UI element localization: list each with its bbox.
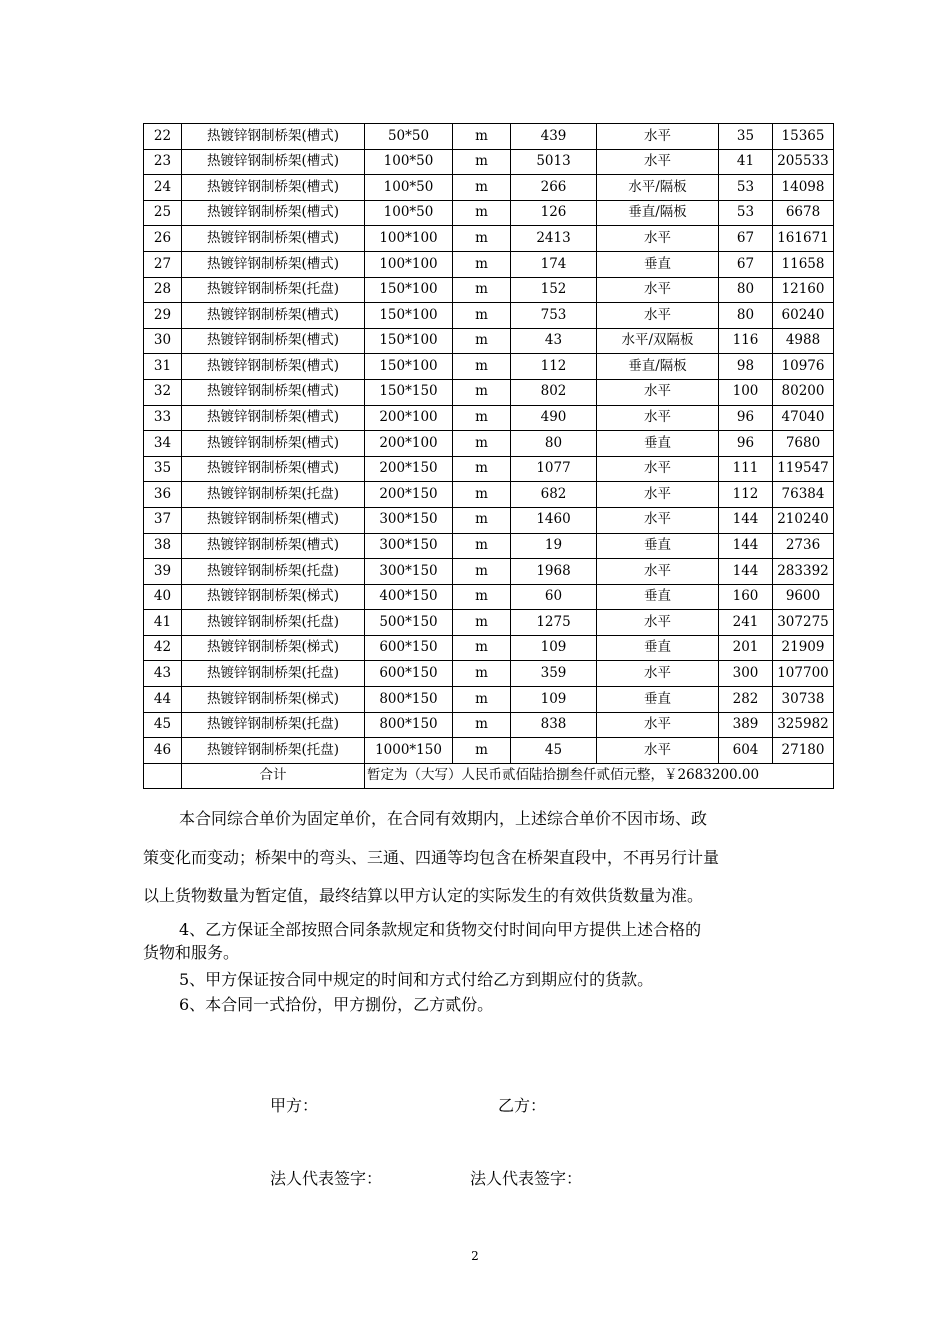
row-number-cell: 23 bbox=[144, 149, 182, 175]
spec-cell: 300*150 bbox=[365, 559, 453, 585]
amount-cell: 30738 bbox=[773, 687, 834, 713]
spec-cell: 1000*150 bbox=[365, 738, 453, 764]
unit-cell: m bbox=[453, 610, 511, 636]
unit-cell: m bbox=[453, 559, 511, 585]
row-number-cell: 22 bbox=[144, 124, 182, 150]
install-type-cell: 水平 bbox=[597, 277, 719, 303]
quantity-cell: 1275 bbox=[511, 610, 597, 636]
amount-cell: 10976 bbox=[773, 354, 834, 380]
party-a-label: 甲方： bbox=[270, 1096, 319, 1115]
row-number-cell: 45 bbox=[144, 712, 182, 738]
table-row bbox=[144, 226, 834, 252]
install-type-cell: 垂直 bbox=[597, 251, 719, 277]
quantity-cell: 126 bbox=[511, 200, 597, 226]
amount-cell: 107700 bbox=[773, 661, 834, 687]
install-type-cell: 垂直 bbox=[597, 431, 719, 457]
quantity-cell: 802 bbox=[511, 379, 597, 405]
table-row bbox=[144, 303, 834, 329]
product-name-cell: 热镀锌钢制桥架(槽式) bbox=[182, 303, 365, 329]
clause-4-line1: 4、乙方保证全部按照合同条款规定和货物交付时间向甲方提供上述合格的 bbox=[179, 920, 702, 939]
quantity-cell: 60 bbox=[511, 584, 597, 610]
total-row bbox=[144, 763, 834, 789]
unit-cell: m bbox=[453, 328, 511, 354]
product-name-cell: 热镀锌钢制桥架(槽式) bbox=[182, 456, 365, 482]
row-number-cell: 26 bbox=[144, 226, 182, 252]
unit-cell: m bbox=[453, 354, 511, 380]
quantity-cell: 112 bbox=[511, 354, 597, 380]
spec-cell: 300*150 bbox=[365, 533, 453, 559]
amount-cell: 2736 bbox=[773, 533, 834, 559]
install-type-cell: 垂直/隔板 bbox=[597, 354, 719, 380]
total-amount-cell: 暂定为（大写）人民币贰佰陆拾捌叁仟贰佰元整，￥2683200.00 bbox=[365, 763, 834, 789]
unit-price-cell: 604 bbox=[719, 738, 773, 764]
table-row bbox=[144, 277, 834, 303]
table-row bbox=[144, 456, 834, 482]
install-type-cell: 垂直 bbox=[597, 533, 719, 559]
amount-cell: 27180 bbox=[773, 738, 834, 764]
product-name-cell: 热镀锌钢制桥架(梯式) bbox=[182, 635, 365, 661]
install-type-cell: 水平 bbox=[597, 303, 719, 329]
unit-cell: m bbox=[453, 738, 511, 764]
row-number-cell: 32 bbox=[144, 379, 182, 405]
product-name-cell: 热镀锌钢制桥架(槽式) bbox=[182, 124, 365, 150]
row-number-cell: 35 bbox=[144, 456, 182, 482]
install-type-cell: 水平 bbox=[597, 149, 719, 175]
spec-cell: 500*150 bbox=[365, 610, 453, 636]
clause-4-line2: 货物和服务。 bbox=[143, 943, 240, 962]
quantity-cell: 152 bbox=[511, 277, 597, 303]
unit-cell: m bbox=[453, 533, 511, 559]
unit-price-cell: 282 bbox=[719, 687, 773, 713]
unit-price-cell: 144 bbox=[719, 559, 773, 585]
amount-cell: 210240 bbox=[773, 507, 834, 533]
unit-price-cell: 80 bbox=[719, 303, 773, 329]
row-number-cell: 25 bbox=[144, 200, 182, 226]
product-name-cell: 热镀锌钢制桥架(槽式) bbox=[182, 431, 365, 457]
quantity-cell: 439 bbox=[511, 124, 597, 150]
spec-cell: 50*50 bbox=[365, 124, 453, 150]
row-number-cell: 31 bbox=[144, 354, 182, 380]
unit-cell: m bbox=[453, 431, 511, 457]
table-row bbox=[144, 328, 834, 354]
quantity-cell: 174 bbox=[511, 251, 597, 277]
table-row bbox=[144, 405, 834, 431]
table-row bbox=[144, 200, 834, 226]
quantity-cell: 19 bbox=[511, 533, 597, 559]
quantity-cell: 43 bbox=[511, 328, 597, 354]
install-type-cell: 水平/隔板 bbox=[597, 175, 719, 201]
row-number-cell: 37 bbox=[144, 507, 182, 533]
product-name-cell: 热镀锌钢制桥架(槽式) bbox=[182, 354, 365, 380]
total-label-cell: 合计 bbox=[182, 763, 365, 789]
unit-cell: m bbox=[453, 200, 511, 226]
quantity-cell: 1968 bbox=[511, 559, 597, 585]
quantity-cell: 5013 bbox=[511, 149, 597, 175]
row-number-cell: 46 bbox=[144, 738, 182, 764]
unit-price-cell: 389 bbox=[719, 712, 773, 738]
install-type-cell: 垂直/隔板 bbox=[597, 200, 719, 226]
quantity-cell: 682 bbox=[511, 482, 597, 508]
table-row bbox=[144, 251, 834, 277]
table-row bbox=[144, 379, 834, 405]
install-type-cell: 水平/双隔板 bbox=[597, 328, 719, 354]
table-row bbox=[144, 687, 834, 713]
product-name-cell: 热镀锌钢制桥架(托盘) bbox=[182, 661, 365, 687]
row-number-cell: 30 bbox=[144, 328, 182, 354]
product-name-cell: 热镀锌钢制桥架(槽式) bbox=[182, 200, 365, 226]
product-name-cell: 热镀锌钢制桥架(梯式) bbox=[182, 584, 365, 610]
unit-price-cell: 144 bbox=[719, 507, 773, 533]
unit-price-cell: 144 bbox=[719, 533, 773, 559]
paragraph-fixed-price-line3: 以上货物数量为暂定值，最终结算以甲方认定的实际发生的有效供货数量为准。 bbox=[143, 886, 704, 905]
install-type-cell: 水平 bbox=[597, 456, 719, 482]
product-name-cell: 热镀锌钢制桥架(槽式) bbox=[182, 251, 365, 277]
product-name-cell: 热镀锌钢制桥架(托盘) bbox=[182, 277, 365, 303]
row-number-cell: 42 bbox=[144, 635, 182, 661]
install-type-cell: 水平 bbox=[597, 661, 719, 687]
row-number-cell: 43 bbox=[144, 661, 182, 687]
spec-cell: 200*100 bbox=[365, 405, 453, 431]
amount-cell: 21909 bbox=[773, 635, 834, 661]
amount-cell: 47040 bbox=[773, 405, 834, 431]
table-row bbox=[144, 124, 834, 150]
unit-price-cell: 160 bbox=[719, 584, 773, 610]
unit-price-cell: 201 bbox=[719, 635, 773, 661]
row-number-cell: 40 bbox=[144, 584, 182, 610]
spec-cell: 150*100 bbox=[365, 328, 453, 354]
row-number-cell: 27 bbox=[144, 251, 182, 277]
amount-cell: 119547 bbox=[773, 456, 834, 482]
unit-price-cell: 53 bbox=[719, 200, 773, 226]
install-type-cell: 垂直 bbox=[597, 584, 719, 610]
amount-cell: 80200 bbox=[773, 379, 834, 405]
table-row bbox=[144, 149, 834, 175]
unit-cell: m bbox=[453, 712, 511, 738]
row-number-cell: 41 bbox=[144, 610, 182, 636]
product-name-cell: 热镀锌钢制桥架(槽式) bbox=[182, 226, 365, 252]
quantity-cell: 45 bbox=[511, 738, 597, 764]
spec-cell: 200*150 bbox=[365, 456, 453, 482]
spec-cell: 100*50 bbox=[365, 200, 453, 226]
amount-cell: 4988 bbox=[773, 328, 834, 354]
unit-cell: m bbox=[453, 482, 511, 508]
product-name-cell: 热镀锌钢制桥架(托盘) bbox=[182, 482, 365, 508]
party-b-representative-label: 法人代表签字： bbox=[470, 1169, 583, 1188]
spec-cell: 100*50 bbox=[365, 175, 453, 201]
product-name-cell: 热镀锌钢制桥架(托盘) bbox=[182, 712, 365, 738]
quantity-cell: 109 bbox=[511, 687, 597, 713]
install-type-cell: 水平 bbox=[597, 379, 719, 405]
amount-cell: 14098 bbox=[773, 175, 834, 201]
spec-cell: 200*150 bbox=[365, 482, 453, 508]
unit-price-cell: 67 bbox=[719, 226, 773, 252]
product-name-cell: 热镀锌钢制桥架(槽式) bbox=[182, 149, 365, 175]
unit-cell: m bbox=[453, 635, 511, 661]
install-type-cell: 水平 bbox=[597, 712, 719, 738]
amount-cell: 76384 bbox=[773, 482, 834, 508]
quantity-cell: 359 bbox=[511, 661, 597, 687]
product-name-cell: 热镀锌钢制桥架(槽式) bbox=[182, 507, 365, 533]
product-name-cell: 热镀锌钢制桥架(槽式) bbox=[182, 175, 365, 201]
row-number-cell: 44 bbox=[144, 687, 182, 713]
table-row bbox=[144, 431, 834, 457]
unit-cell: m bbox=[453, 226, 511, 252]
amount-cell: 283392 bbox=[773, 559, 834, 585]
unit-price-cell: 116 bbox=[719, 328, 773, 354]
product-name-cell: 热镀锌钢制桥架(托盘) bbox=[182, 559, 365, 585]
unit-cell: m bbox=[453, 687, 511, 713]
clause-5: 5、甲方保证按合同中规定的时间和方式付给乙方到期应付的货款。 bbox=[179, 970, 654, 989]
quantity-cell: 1077 bbox=[511, 456, 597, 482]
install-type-cell: 水平 bbox=[597, 610, 719, 636]
table-row bbox=[144, 712, 834, 738]
install-type-cell: 垂直 bbox=[597, 687, 719, 713]
row-number-cell: 29 bbox=[144, 303, 182, 329]
row-number-cell: 34 bbox=[144, 431, 182, 457]
install-type-cell: 垂直 bbox=[597, 635, 719, 661]
total-blank-cell bbox=[144, 763, 182, 789]
row-number-cell: 33 bbox=[144, 405, 182, 431]
product-name-cell: 热镀锌钢制桥架(槽式) bbox=[182, 533, 365, 559]
table-row bbox=[144, 559, 834, 585]
unit-cell: m bbox=[453, 277, 511, 303]
unit-price-cell: 111 bbox=[719, 456, 773, 482]
table-row bbox=[144, 610, 834, 636]
page-number: 2 bbox=[471, 1249, 479, 1263]
quantity-cell: 753 bbox=[511, 303, 597, 329]
unit-cell: m bbox=[453, 149, 511, 175]
unit-price-cell: 96 bbox=[719, 405, 773, 431]
unit-cell: m bbox=[453, 303, 511, 329]
amount-cell: 6678 bbox=[773, 200, 834, 226]
table-row bbox=[144, 354, 834, 380]
unit-price-cell: 41 bbox=[719, 149, 773, 175]
unit-cell: m bbox=[453, 124, 511, 150]
spec-cell: 100*100 bbox=[365, 251, 453, 277]
party-b-label: 乙方： bbox=[498, 1096, 547, 1115]
spec-cell: 200*100 bbox=[365, 431, 453, 457]
row-number-cell: 24 bbox=[144, 175, 182, 201]
unit-price-cell: 96 bbox=[719, 431, 773, 457]
install-type-cell: 水平 bbox=[597, 124, 719, 150]
unit-price-cell: 112 bbox=[719, 482, 773, 508]
spec-cell: 100*100 bbox=[365, 226, 453, 252]
table-row bbox=[144, 635, 834, 661]
row-number-cell: 39 bbox=[144, 559, 182, 585]
quantity-cell: 838 bbox=[511, 712, 597, 738]
spec-cell: 150*150 bbox=[365, 379, 453, 405]
unit-cell: m bbox=[453, 456, 511, 482]
table-row bbox=[144, 661, 834, 687]
spec-cell: 400*150 bbox=[365, 584, 453, 610]
party-a-representative-label: 法人代表签字： bbox=[270, 1169, 383, 1188]
unit-price-cell: 98 bbox=[719, 354, 773, 380]
unit-price-cell: 67 bbox=[719, 251, 773, 277]
quantity-cell: 1460 bbox=[511, 507, 597, 533]
amount-cell: 325982 bbox=[773, 712, 834, 738]
spec-cell: 150*100 bbox=[365, 354, 453, 380]
spec-cell: 100*50 bbox=[365, 149, 453, 175]
spec-cell: 800*150 bbox=[365, 712, 453, 738]
amount-cell: 7680 bbox=[773, 431, 834, 457]
amount-cell: 161671 bbox=[773, 226, 834, 252]
install-type-cell: 水平 bbox=[597, 507, 719, 533]
quantity-cell: 490 bbox=[511, 405, 597, 431]
table-body bbox=[144, 124, 834, 789]
spec-cell: 150*100 bbox=[365, 303, 453, 329]
install-type-cell: 水平 bbox=[597, 405, 719, 431]
unit-cell: m bbox=[453, 405, 511, 431]
unit-cell: m bbox=[453, 175, 511, 201]
paragraph-fixed-price-line1: 本合同综合单价为固定单价，在合同有效期内，上述综合单价不因市场、政 bbox=[179, 809, 708, 828]
unit-price-cell: 53 bbox=[719, 175, 773, 201]
amount-cell: 11658 bbox=[773, 251, 834, 277]
unit-price-cell: 241 bbox=[719, 610, 773, 636]
install-type-cell: 水平 bbox=[597, 226, 719, 252]
clause-6: 6、本合同一式拾份，甲方捌份，乙方贰份。 bbox=[179, 995, 494, 1014]
unit-price-cell: 100 bbox=[719, 379, 773, 405]
paragraph-fixed-price-line2: 策变化而变动；桥架中的弯头、三通、四通等均包含在桥架直段中，不再另行计量 bbox=[143, 848, 720, 867]
unit-price-cell: 300 bbox=[719, 661, 773, 687]
spec-cell: 800*150 bbox=[365, 687, 453, 713]
unit-cell: m bbox=[453, 661, 511, 687]
amount-cell: 9600 bbox=[773, 584, 834, 610]
items-table bbox=[143, 123, 834, 789]
product-name-cell: 热镀锌钢制桥架(托盘) bbox=[182, 738, 365, 764]
table-row bbox=[144, 738, 834, 764]
unit-cell: m bbox=[453, 379, 511, 405]
product-name-cell: 热镀锌钢制桥架(槽式) bbox=[182, 328, 365, 354]
table-row bbox=[144, 482, 834, 508]
install-type-cell: 水平 bbox=[597, 482, 719, 508]
row-number-cell: 36 bbox=[144, 482, 182, 508]
amount-cell: 205533 bbox=[773, 149, 834, 175]
table-row bbox=[144, 507, 834, 533]
unit-price-cell: 80 bbox=[719, 277, 773, 303]
row-number-cell: 38 bbox=[144, 533, 182, 559]
quantity-cell: 109 bbox=[511, 635, 597, 661]
product-name-cell: 热镀锌钢制桥架(托盘) bbox=[182, 610, 365, 636]
spec-cell: 600*150 bbox=[365, 635, 453, 661]
table-row bbox=[144, 175, 834, 201]
quantity-cell: 2413 bbox=[511, 226, 597, 252]
amount-cell: 307275 bbox=[773, 610, 834, 636]
product-name-cell: 热镀锌钢制桥架(槽式) bbox=[182, 405, 365, 431]
install-type-cell: 水平 bbox=[597, 559, 719, 585]
table-row bbox=[144, 584, 834, 610]
product-name-cell: 热镀锌钢制桥架(槽式) bbox=[182, 379, 365, 405]
spec-cell: 300*150 bbox=[365, 507, 453, 533]
spec-cell: 150*100 bbox=[365, 277, 453, 303]
spec-cell: 600*150 bbox=[365, 661, 453, 687]
quantity-cell: 266 bbox=[511, 175, 597, 201]
row-number-cell: 28 bbox=[144, 277, 182, 303]
unit-cell: m bbox=[453, 507, 511, 533]
install-type-cell: 水平 bbox=[597, 738, 719, 764]
amount-cell: 60240 bbox=[773, 303, 834, 329]
unit-price-cell: 35 bbox=[719, 124, 773, 150]
amount-cell: 12160 bbox=[773, 277, 834, 303]
product-name-cell: 热镀锌钢制桥架(梯式) bbox=[182, 687, 365, 713]
unit-cell: m bbox=[453, 584, 511, 610]
quantity-cell: 80 bbox=[511, 431, 597, 457]
amount-cell: 15365 bbox=[773, 124, 834, 150]
table-row bbox=[144, 533, 834, 559]
unit-cell: m bbox=[453, 251, 511, 277]
